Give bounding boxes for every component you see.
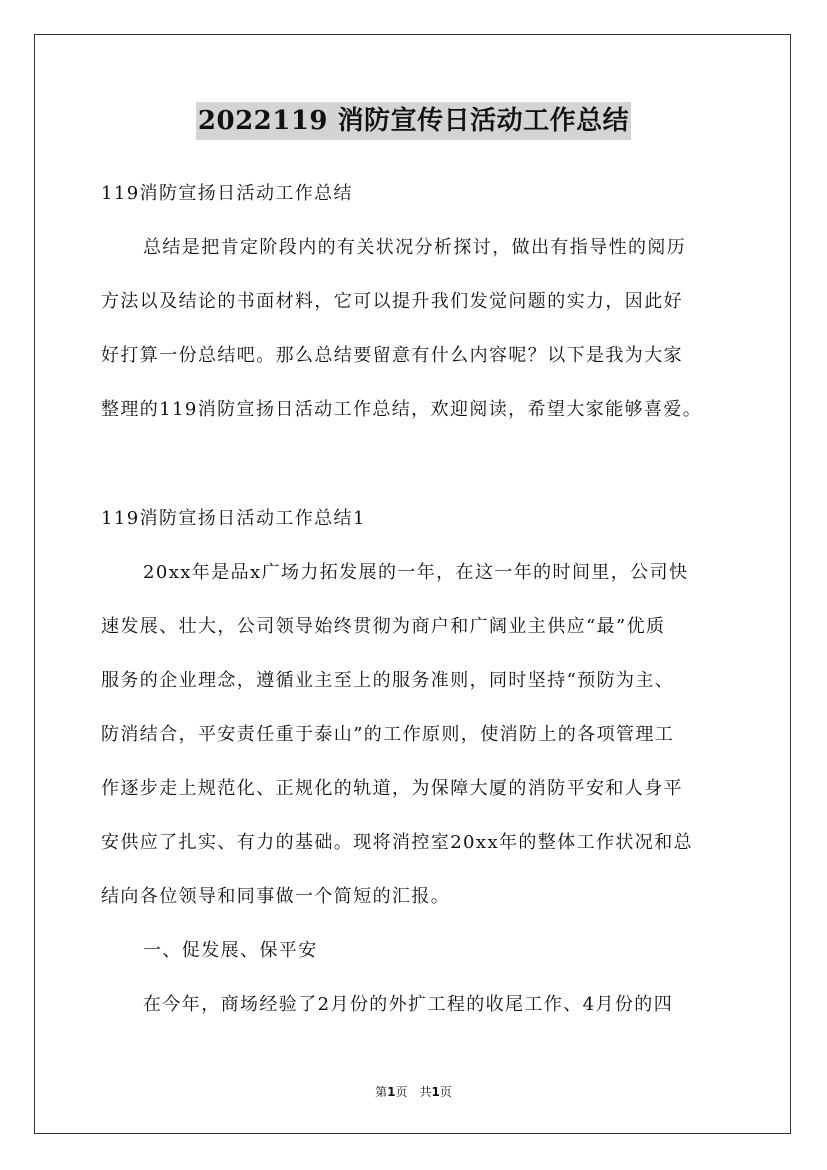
- intro-line-1: 总结是把肯定阶段内的有关状况分析探讨，做出有指导性的阅历: [143, 237, 687, 258]
- footer-suffix: 页: [439, 1085, 452, 1099]
- section-line-3: 服务的企业理念，遵循业主至上的服务准则，同时坚持“预防为主、: [101, 670, 675, 691]
- footer-page-total: 1: [431, 1085, 440, 1099]
- intro-line-3: 好打算一份总结吧。那么总结要留意有什么内容呢？以下是我为大家: [101, 345, 683, 366]
- body-line: 在今年，商场经验了2月份的外扩工程的收尾工作、4月份的四: [143, 994, 674, 1015]
- section-heading: 119消防宣扬日活动工作总结1: [101, 508, 366, 529]
- subheading: 一、促发展、保平安: [143, 940, 318, 961]
- section-line-1: 20xx年是品x广场力拓发展的一年，在这一年的时间里，公司快: [143, 562, 689, 583]
- intro-line-4: 整理的119消防宣扬日活动工作总结，欢迎阅读，希望大家能够喜爱。: [101, 399, 703, 420]
- footer-mid: 页 共: [395, 1085, 432, 1099]
- section-line-2: 速发展、壮大，公司领导始终贯彻为商户和广阔业主供应“最”优质: [101, 616, 666, 637]
- section-line-6: 安供应了扎实、有力的基础。现将消控室20xx年的整体工作状况和总: [101, 832, 694, 853]
- page-footer: [0, 1084, 827, 1100]
- title-block: [0, 102, 827, 140]
- section-line-4: 防消结合，平安责任重于泰山”的工作原则，使消防上的各项管理工: [101, 724, 675, 745]
- section-line-7: 结向各位领导和同事做一个简短的汇报。: [101, 886, 451, 907]
- subtitle: 119消防宣扬日活动工作总结: [101, 183, 353, 204]
- footer-prefix: 第: [375, 1085, 388, 1099]
- document-title: 2022119 消防宣传日活动工作总结: [196, 102, 631, 140]
- footer-page-current: 1: [387, 1085, 396, 1099]
- intro-line-2: 方法以及结论的书面材料，它可以提升我们发觉问题的实力，因此好: [101, 291, 683, 312]
- section-line-5: 作逐步走上规范化、正规化的轨道，为保障大厦的消防平安和人身平: [101, 778, 683, 799]
